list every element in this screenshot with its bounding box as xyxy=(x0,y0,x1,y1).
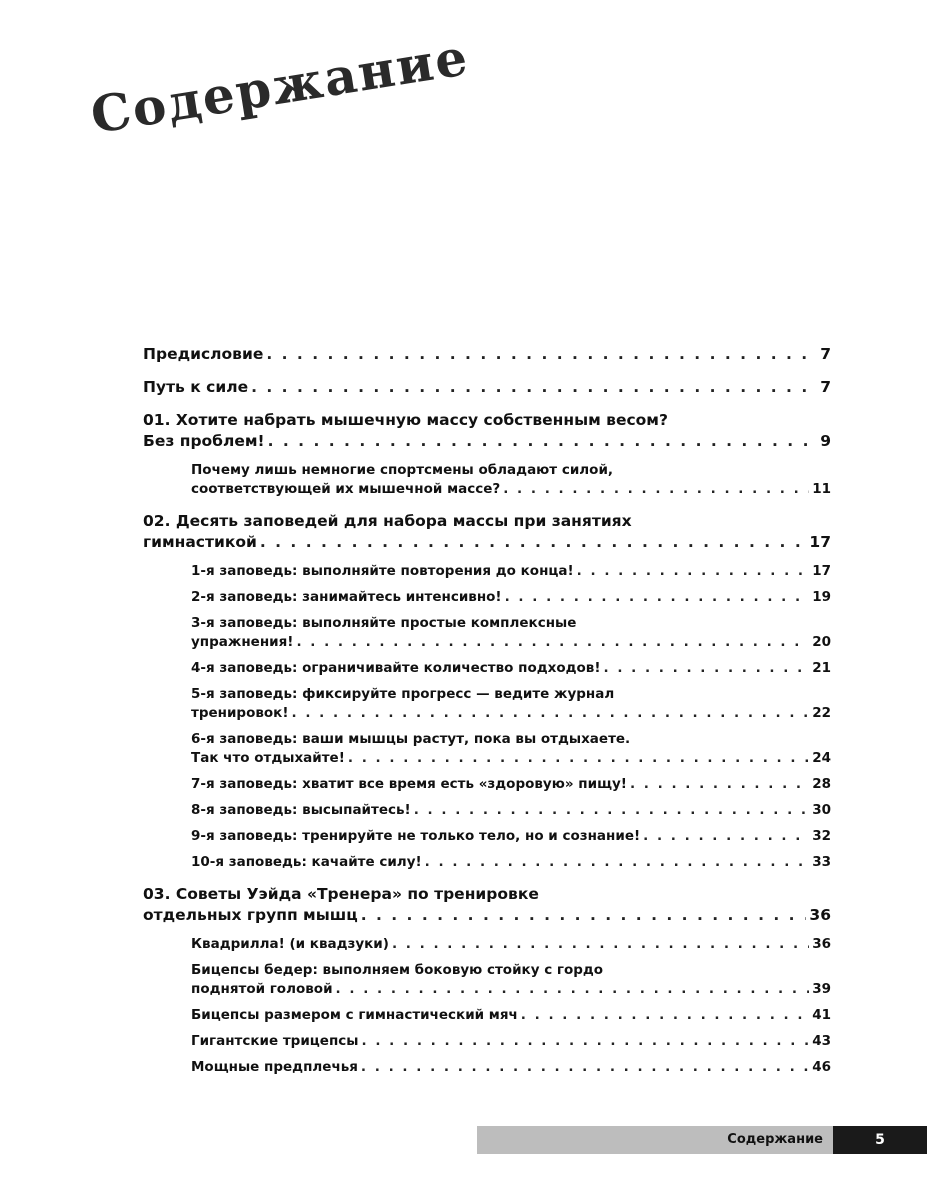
toc-entry xyxy=(143,884,831,926)
dot-leader xyxy=(392,935,809,954)
toc-entry xyxy=(143,377,831,398)
toc-entry xyxy=(143,511,831,553)
toc-entry-title: 7-я заповедь: хватит все время есть «здоровую» пищу! xyxy=(191,776,627,792)
dot-leader xyxy=(268,431,818,452)
toc-entry-page: 9 xyxy=(820,432,831,450)
dot-leader xyxy=(414,801,810,820)
toc-entry-title: 3-я заповедь: выполняйте простые комплексные xyxy=(191,615,577,631)
dot-leader xyxy=(577,562,810,581)
toc-entry-title: 6-я заповедь: ваши мышцы растут, пока вы отдыхаете. xyxy=(191,731,631,747)
toc-entry xyxy=(191,801,831,820)
toc-entry xyxy=(191,659,831,678)
dot-leader xyxy=(292,704,810,723)
toc-entry xyxy=(191,614,831,652)
dot-leader xyxy=(361,905,807,926)
toc-entry-title: соответствующей их мышечной массе? xyxy=(191,481,501,497)
dot-leader xyxy=(336,980,810,999)
toc-entry-title: тренировок! xyxy=(191,705,289,721)
toc-entry xyxy=(191,730,831,768)
toc-entry xyxy=(191,562,831,581)
toc-entry xyxy=(191,775,831,794)
toc-entry-title: Бицепсы размером с гимнастический мяч xyxy=(191,1007,518,1023)
table-of-contents xyxy=(143,344,831,1077)
toc-entry-page: 41 xyxy=(812,1007,831,1023)
toc-entry-title: Без проблем! xyxy=(143,432,265,450)
toc-entry-page: 21 xyxy=(812,660,831,676)
dot-leader xyxy=(503,480,809,499)
dot-leader xyxy=(425,853,810,872)
footer-section-label: Содержание xyxy=(477,1126,833,1154)
dot-leader xyxy=(521,1006,809,1025)
toc-entry-page: 24 xyxy=(812,750,831,766)
toc-entry-page: 28 xyxy=(812,776,831,792)
toc-entry-page: 32 xyxy=(812,828,831,844)
toc-entry-title: поднятой головой xyxy=(191,981,333,997)
toc-entry xyxy=(191,461,831,499)
footer-page-number: 5 xyxy=(833,1126,927,1154)
toc-entry-title: 9-я заповедь: тренируйте не только тело, но и сознание! xyxy=(191,828,641,844)
toc-entry-title: 02. Десять заповедей для набора массы при занятиях xyxy=(143,512,632,530)
dot-leader xyxy=(266,344,817,365)
toc-entry xyxy=(191,961,831,999)
toc-entry-page: 22 xyxy=(812,705,831,721)
dot-leader xyxy=(260,532,807,553)
toc-entry xyxy=(143,344,831,365)
toc-entry xyxy=(191,1006,831,1025)
dot-leader xyxy=(361,1058,809,1077)
dot-leader xyxy=(348,749,809,768)
toc-entry-page: 7 xyxy=(820,345,831,363)
toc-entry-page: 30 xyxy=(812,802,831,818)
toc-entry-title: гимнастикой xyxy=(143,533,257,551)
dot-leader xyxy=(603,659,809,678)
toc-entry xyxy=(191,1032,831,1051)
dot-leader xyxy=(296,633,809,652)
toc-entry-page: 36 xyxy=(809,906,831,924)
toc-entry-title: 03. Советы Уэйда «Тренера» по тренировке xyxy=(143,885,539,903)
toc-entry-page: 43 xyxy=(812,1033,831,1049)
dot-leader xyxy=(643,827,809,846)
toc-entry-title: Путь к силе xyxy=(143,378,249,396)
toc-entry-page: 19 xyxy=(812,589,831,605)
toc-entry-title: Гигантские трицепсы xyxy=(191,1033,359,1049)
toc-entry xyxy=(191,588,831,607)
toc-entry xyxy=(143,410,831,452)
page-title: Содержание xyxy=(86,27,473,145)
toc-entry-page: 11 xyxy=(812,481,831,497)
toc-entry-page: 39 xyxy=(812,981,831,997)
toc-entry xyxy=(191,1058,831,1077)
toc-entry-title: 4-я заповедь: ограничивайте количество подходов! xyxy=(191,660,601,676)
toc-entry-title: Предисловие xyxy=(143,345,264,363)
toc-entry-page: 7 xyxy=(820,378,831,396)
dot-leader xyxy=(251,377,817,398)
toc-entry-page: 36 xyxy=(812,936,831,952)
toc-entry xyxy=(191,685,831,723)
toc-entry-title: 1-я заповедь: выполняйте повторения до конца! xyxy=(191,563,574,579)
toc-entry-title: 01. Хотите набрать мышечную массу собственным весом? xyxy=(143,411,668,429)
toc-entry-title: Мощные предплечья xyxy=(191,1059,358,1075)
toc-entry-page: 33 xyxy=(812,854,831,870)
toc-entry-title: Квадрилла! (и квадзуки) xyxy=(191,936,389,952)
dot-leader xyxy=(630,775,809,794)
toc-entry-title: упражнения! xyxy=(191,634,294,650)
toc-entry-page: 46 xyxy=(812,1059,831,1075)
toc-entry-page: 20 xyxy=(812,634,831,650)
toc-entry xyxy=(191,853,831,872)
toc-entry-page: 17 xyxy=(809,533,831,551)
toc-entry-title: Так что отдыхайте! xyxy=(191,750,345,766)
toc-entry-title: 8-я заповедь: высыпайтесь! xyxy=(191,802,411,818)
toc-entry-title: 10-я заповедь: качайте силу! xyxy=(191,854,422,870)
toc-entry-title: Почему лишь немногие спортсмены обладают силой, xyxy=(191,462,614,478)
dot-leader xyxy=(505,588,810,607)
toc-entry xyxy=(191,935,831,954)
toc-entry-title: Бицепсы бедер: выполняем боковую стойку с гордо xyxy=(191,962,604,978)
toc-entry-page: 17 xyxy=(812,563,831,579)
toc-entry-title: 2-я заповедь: занимайтесь интенсивно! xyxy=(191,589,502,605)
dot-leader xyxy=(362,1032,810,1051)
toc-entry xyxy=(191,827,831,846)
toc-entry-title: 5-я заповедь: фиксируйте прогресс — ведите журнал xyxy=(191,686,615,702)
toc-entry-title: отдельных групп мышц xyxy=(143,906,358,924)
